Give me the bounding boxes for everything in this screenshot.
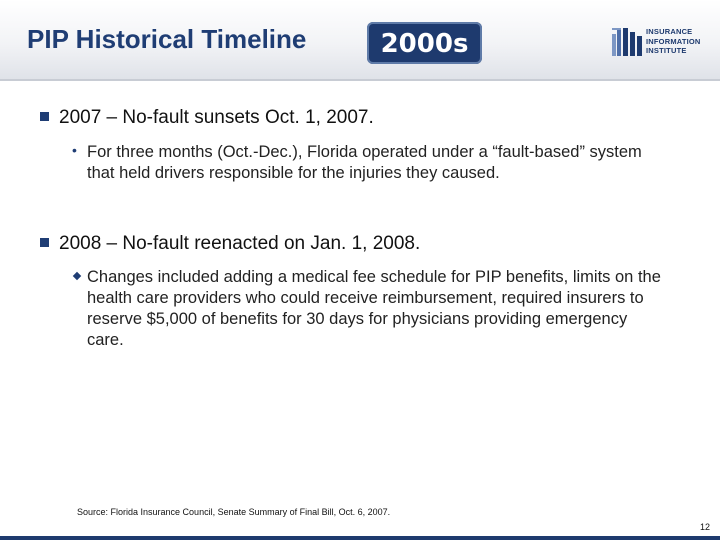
iii-logo: [612, 26, 712, 58]
header-divider: [0, 79, 720, 81]
bullet-detail: For three months (Oct.-Dec.), Florida operated under a “fault-based” system that held drivers responsible for the injuries they caused.: [87, 143, 642, 182]
bullet-heading: 2007 – No-fault sunsets Oct. 1, 2007.: [59, 107, 374, 128]
source-note: Source: Florida Insurance Council, Senate Summary of Final Bill, Oct. 6, 2007.: [77, 507, 391, 517]
footer-bar: [0, 536, 720, 540]
diamond-bullet-icon: [73, 272, 81, 280]
iii-logo-text: [646, 27, 701, 56]
bullet-2007: [40, 107, 374, 129]
bullet-detail: Changes included adding a medical fee schedule for PIP benefits, limits on the health care providers who could receive reimbursement, required insurers to reserve $5,000 of benefits for 30 days for physicians providing emergency care.: [87, 268, 661, 349]
square-bullet-icon: [40, 112, 49, 121]
bullet-2008: [40, 233, 420, 255]
era-badge: [367, 22, 482, 64]
logo-line: INSTITUTE: [646, 46, 687, 55]
iii-logo-mark-icon: [612, 26, 642, 56]
logo-line: INFORMATION: [646, 36, 701, 46]
page-number: 12: [699, 522, 710, 532]
bullet-heading: 2008 – No-fault reenacted on Jan. 1, 2008.: [59, 233, 421, 254]
square-bullet-icon: [40, 238, 49, 247]
dot-bullet-icon: •: [72, 142, 77, 158]
slide-title: PIP Historical Timeline: [27, 24, 307, 54]
logo-line: INSURANCE: [646, 27, 693, 36]
era-label: 2000s: [380, 29, 469, 59]
